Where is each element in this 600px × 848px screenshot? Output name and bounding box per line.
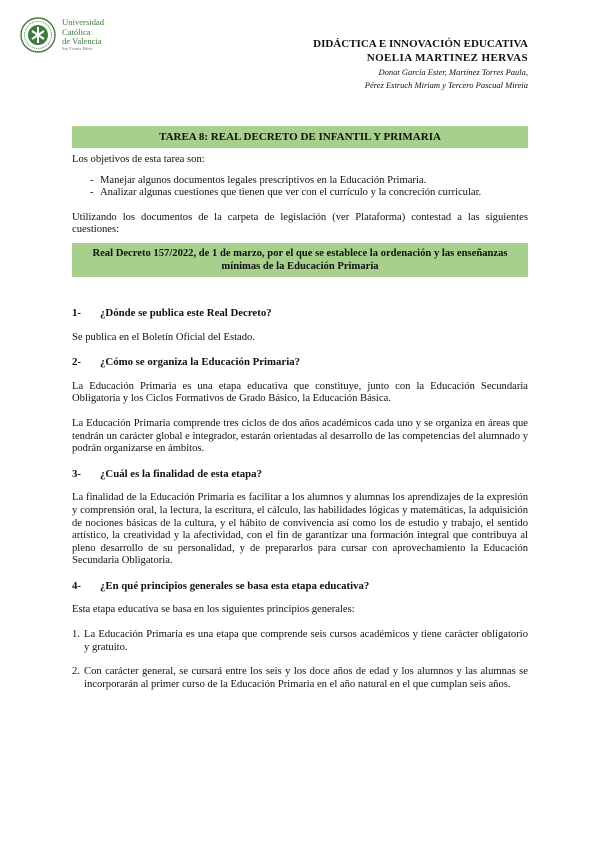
- principle-number: 2.: [72, 666, 80, 678]
- teacher-name: NOELIA MARTINEZ HERVAS: [366, 52, 528, 64]
- university-name-line1: Universidad: [62, 17, 105, 28]
- question-4: [72, 580, 528, 593]
- document-body: [72, 126, 528, 691]
- principle-number: 1.: [72, 629, 80, 641]
- university-name-line2: Católica: [62, 26, 91, 37]
- principle-item: [72, 666, 528, 691]
- question-text: ¿Cuál es la finalidad de esta etapa?: [100, 467, 262, 480]
- question-text: ¿Cómo se organiza la Educación Primaria?: [100, 356, 301, 369]
- task-title: TAREA 8: REAL DECRETO DE INFANTIL Y PRIMARIA: [72, 126, 528, 148]
- document-header: [313, 37, 528, 92]
- university-name: [62, 18, 104, 52]
- objective-text: Analizar algunas cuestiones que tienen que ver con el currículo y la concreción curricular.: [100, 187, 482, 199]
- objective-item: - Analizar algunas cuestiones que tienen que ver con el currículo y la concreción curricular.: [90, 187, 482, 199]
- decree-title: Real Decreto 157/2022, de 1 de marzo, por el que se establece la ordenación y las enseñanzas mínimas de la Educación Primaria: [72, 243, 528, 277]
- answer-paragraph: La Educación Primaria comprende tres ciclos de dos años académicos cada uno y se organiza en áreas que tendrán un carácter global e integrador, estarán orientadas al desarrollo de las competencias del alumnado y podrán organizarse en ámbitos.: [72, 417, 528, 455]
- principle-item: [72, 629, 528, 654]
- question-3: [72, 468, 528, 481]
- course-title: DIDÁCTICA E INNOVACIÓN EDUCATIVA: [313, 38, 528, 50]
- principle-text: La Educación Primaria es una etapa que comprende seis cursos académicos y tiene carácter obligatorio y gratuito.: [84, 629, 528, 653]
- answer-paragraph: Esta etapa educativa se basa en los siguientes principios generales:: [72, 604, 355, 616]
- question-number: 3-: [72, 467, 81, 480]
- university-name-line3: de Valencia: [62, 36, 102, 47]
- objectives-list: [72, 175, 528, 200]
- question-text: ¿Dónde se publica este Real Decreto?: [100, 306, 272, 319]
- question-2: [72, 356, 528, 369]
- answer-paragraph: La Educación Primaria es una etapa educativa que constituye, junto con la Educación Secundaria Obligatoria y los Ciclos Formativos de Grado Básico, la Educación Básica.: [72, 380, 528, 405]
- objectives-intro: Los objetivos de esta tarea son:: [72, 154, 205, 165]
- principle-text: Con carácter general, se cursará entre los seis y los doce años de edad y los alumnos y las alumnas se incorporarán al primer curso de la Educación Primaria en el año natural en el que cumplan seis años.: [84, 666, 528, 690]
- question-number: 2-: [72, 356, 81, 369]
- question-text: ¿En qué principios generales se basa esta etapa educativa?: [100, 579, 370, 592]
- authors-line-2: Pérez Estruch Miriam y Tercero Pascual Mireia: [364, 80, 528, 90]
- university-tagline: San Vicente Mártir: [62, 46, 93, 51]
- answer-paragraph: Se publica en el Boletín Oficial del Estado.: [72, 331, 255, 343]
- question-1: [72, 307, 528, 320]
- question-number: 1-: [72, 306, 81, 319]
- authors-line-1: Donat García Ester, Martínez Torres Paula,: [378, 67, 528, 77]
- university-seal-icon: [20, 17, 56, 53]
- objective-item: - Manejar algunos documentos legales prescriptivos en la Educación Primaria.: [90, 174, 427, 186]
- question-number: 4-: [72, 579, 81, 592]
- objective-text: Manejar algunos documentos legales prescriptivos en la Educación Primaria.: [100, 174, 427, 186]
- university-logo: [20, 12, 120, 58]
- answer-paragraph: La finalidad de la Educación Primaria es facilitar a los alumnos y alumnas los aprendizajes de la expresión y comprensión oral, la lectura, la escritura, el cálculo, las habilidades lógicas y matemáticas, la adquisición de nociones básicas de la cultura, y el hábito de convivencia así como los de estudio y trabajo, el sentido artístico, la creatividad y la afectividad, con el fin de garantizar una formación integral que contribuya al pleno desarrollo de su personalidad, y de prepararlos para cursar con aprovechamiento la Educación Secundaria Obligatoria.: [72, 492, 528, 567]
- instructions: Utilizando los documentos de la carpeta de legislación (ver Plataforma) contestad a las siguientes cuestiones:: [72, 211, 528, 236]
